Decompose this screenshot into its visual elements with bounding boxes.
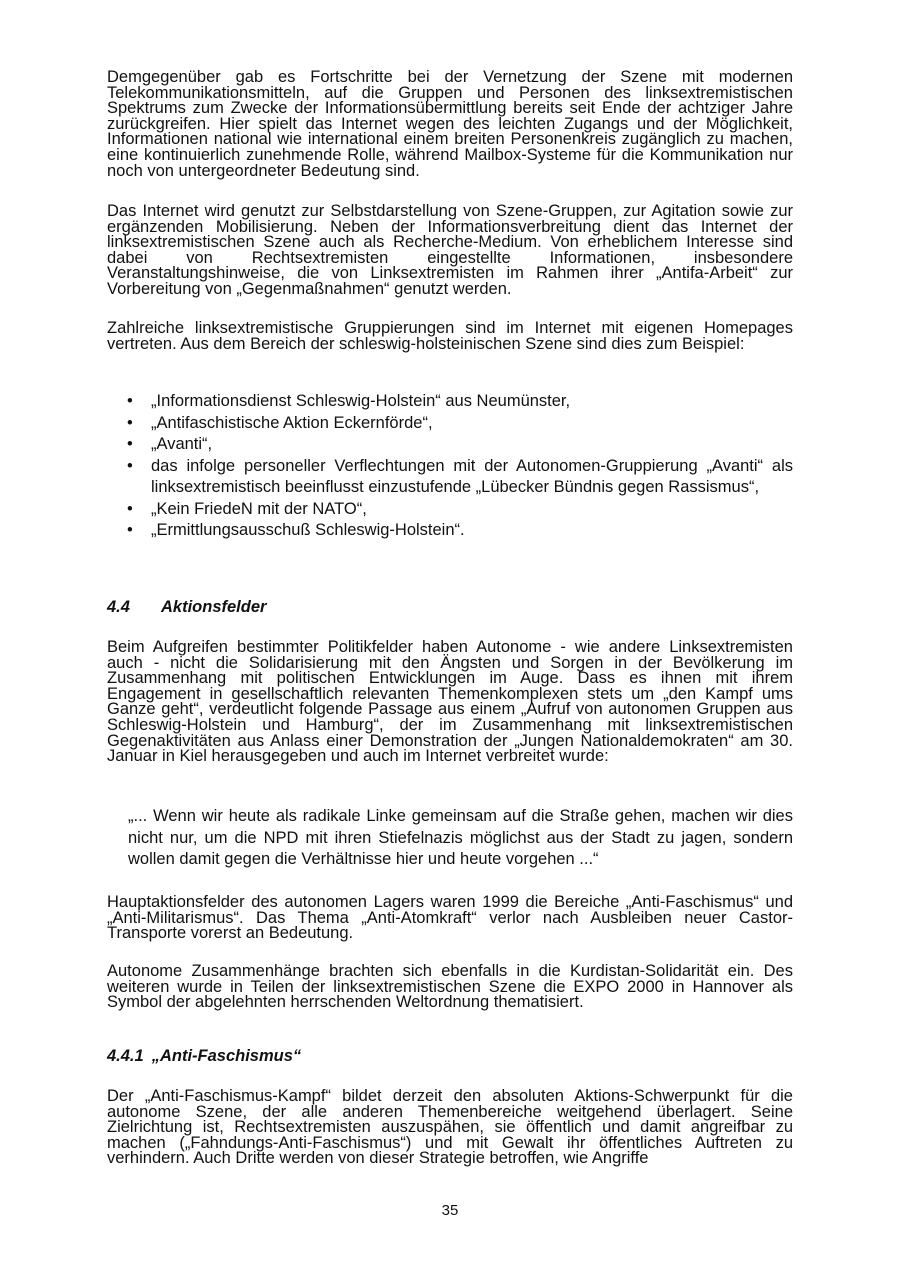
list-item: • „Kein FriedeN mit der NATO“,: [127, 499, 793, 521]
paragraph-telecommunication: Demgegenüber gab es Fortschritte bei der Vernetzung der Szene mit modernen Telekommunikationsmitteln, auf die Gruppen und Personen des linksextremistischen Spektrums zum Zwecke der Informationsübermittlung bereits seit Ende der achtziger Jahre zurückgreifen. Hier spielt das Internet wegen des leichten Zugangs und der Möglichkeit, Informationen national wie international einem breiten Personenkreis zugänglich zu machen, eine kontinuierlich zunehmende Rolle, während Mailbox-Systeme für die Kommunikation nur noch von untergeordneter Bedeutung sind.: [107, 68, 793, 180]
subsection-number: 4.4.1: [107, 1047, 144, 1065]
subsection-title: „Anti-Faschismus“: [151, 1047, 302, 1065]
subsection-heading-anti-faschismus: [107, 1047, 301, 1066]
section-title: Aktionsfelder: [161, 598, 267, 616]
bullet-symbol: •: [127, 392, 133, 410]
bullet-symbol: •: [127, 456, 133, 475]
paragraph-homepages: Zahlreiche linksextremistische Gruppierungen sind im Internet mit eigenen Homepages vertreten. Aus dem Bereich der schleswig-holsteinischen Szene sind dies zum Beispiel:: [107, 319, 793, 353]
bullet-symbol: •: [127, 413, 133, 432]
bullet-symbol: •: [127, 499, 133, 518]
paragraph-politikfelder: Beim Aufgreifen bestimmter Politikfelder haben Autonome - wie andere Linksextremisten auch - nicht die Solidarisierung mit den Ängsten und Sorgen in der Bevölkerung im Zusammenhang mit politischen Entwicklungen im Auge. Dass es ihnen mit ihrem Engagement in gesellschaftlich relevanten Themenkomplexen stets um „den Kampf ums Ganze geht“, verdeutlicht folgende Passage aus einem „Aufruf von autonomen Gruppen aus Schleswig-Holstein und Hamburg“, der im Zusammenhang mit linksextremistischen Gegenaktivitäten aus Anlass einer Demonstration der „Jungen Nationaldemokraten“ am 30. Januar in Kiel herausgegeben und auch im Internet verbreitet wurde:: [107, 638, 793, 766]
bullet-symbol: •: [127, 435, 133, 453]
page-number: 35: [441, 1202, 459, 1219]
bullet-symbol: •: [127, 521, 133, 539]
quotation-block: „... Wenn wir heute als radikale Linke gemeinsam auf die Straße gehen, machen wir dies nicht nur, um die NPD mit ihren Stiefelnazis möglichst aus der Stadt zu jagen, sondern wollen damit gegen die Verhältnisse hier und heute vorgehen ...“: [128, 807, 793, 868]
paragraph-internet-usage: Das Internet wird genutzt zur Selbstdarstellung von Szene-Gruppen, zur Agitation sowie zur ergänzenden Mobilisierung. Neben der Informationsverbreitung dient das Internet der linksextremistischen Szene auch als Recherche-Medium. Von erheblichem Interesse sind dabei von Rechtsextremisten eingestellte Informationen, insbesondere Veranstaltungshinweise, die von Linksextremisten im Rahmen ihrer „Antifa-Arbeit“ zur Vorbereitung von „Gegenmaßnahmen“ genutzt werden.: [107, 202, 793, 298]
section-heading-aktionsfelder: [107, 598, 266, 617]
list-item: • „Avanti“,: [127, 434, 793, 456]
list-item: • „Ermittlungsausschuß Schleswig-Holstein“.: [127, 520, 793, 542]
paragraph-anti-faschismus-kampf: Der „Anti-Faschismus-Kampf“ bildet derzeit den absoluten Aktions-Schwerpunkt für die autonome Szene, der alle anderen Themenbereiche weitgehend überlagert. Seine Zielrichtung ist, Rechtsextremisten auszuspähen, sie öffentlich und damit angreifbar zu machen („Fahndungs-Anti-Faschismus“) und mit Gewalt ihr öffentliches Auftreten zu verhindern. Auch Dritte werden von dieser Strategie betroffen, wie Angriffe: [107, 1087, 793, 1168]
paragraph-hauptaktionsfelder: Hauptaktionsfelder des autonomen Lagers waren 1999 die Bereiche „Anti-Faschismus“ und „Anti-Militarismus“. Das Thema „Anti-Atomkraft“ verlor nach Ausbleiben neuer Castor-Transporte vorerst an Bedeutung.: [107, 893, 793, 943]
list-item: • „Antifaschistische Aktion Eckernförde“,: [127, 413, 793, 435]
paragraph-kurdistan-expo: Autonome Zusammenhänge brachten sich ebenfalls in die Kurdistan-Solidarität ein. Des weiteren wurde in Teilen der linksextremistischen Szene die EXPO 2000 in Hannover als Symbol der abgelehnten herrschenden Weltordnung thematisiert.: [107, 962, 793, 1012]
section-number: 4.4: [107, 598, 130, 616]
homepage-list: [127, 391, 793, 542]
list-item: • das infolge personeller Verflechtungen mit der Autonomen-Gruppierung „Avanti“ als linksextremistisch beeinflusst einzustufende „Lübecker Bündnis gegen Rassismus“,: [127, 456, 793, 496]
list-item: • „Informationsdienst Schleswig-Holstein“ aus Neumünster,: [127, 391, 793, 413]
